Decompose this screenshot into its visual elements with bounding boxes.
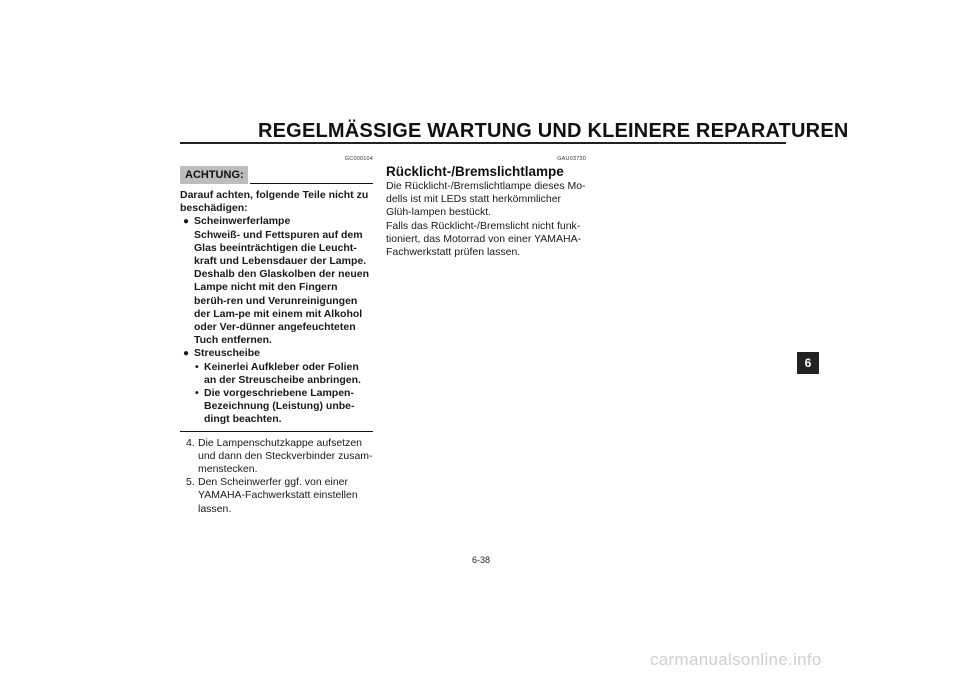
caution-item-text: Schweiß- und Fettspuren auf dem Glas beeinträchtigen die Leucht-kraft und Lebensdauer der Lampe. Deshalb den Glaskolben der neuen Lampe nicht mit den Fingern berüh-ren und Verunreinigungen der Lam-pe mit einem mit Alkohol oder Ver-dünner angefeuchteten Tuch entfernen. [194, 228, 370, 347]
chapter-tab: 6 [797, 352, 819, 374]
caution-item-title: Scheinwerferlampe [194, 215, 291, 228]
right-column [386, 156, 586, 259]
header-rule [180, 142, 786, 144]
caution-item-title: Streuscheibe [194, 347, 260, 360]
caution-subitem-wattage [180, 387, 373, 427]
caution-reference-code: GC000104 [344, 156, 373, 162]
caution-item-headlight-bulb [180, 215, 373, 347]
caution-intro: Darauf achten, folgende Teile nicht zu beschädigen: [180, 189, 369, 215]
section-paragraph: Falls das Rücklicht-/Bremslicht nicht funk-tioniert, das Motorrad von einer YAMAHA-Fachwerkstatt prüfen lassen. [386, 219, 582, 259]
page-header-title: REGELMÄSSIGE WARTUNG UND KLEINERE REPARATUREN [258, 120, 849, 142]
sub-bullet-icon: • [195, 387, 199, 400]
step-number: 5. [186, 476, 195, 489]
bullet-icon: ● [183, 348, 190, 360]
procedure-step-4 [180, 437, 373, 477]
caution-end-rule [180, 431, 373, 432]
caution-header-rule [250, 183, 373, 184]
sub-bullet-icon: • [195, 360, 199, 373]
caution-label: ACHTUNG: [180, 166, 248, 184]
page-number: 6-38 [472, 555, 491, 565]
caution-subitem-text: Die vorgeschriebene Lampen-Bezeichnung (Leistung) unbe-dingt beachten. [204, 387, 355, 426]
step-number: 4. [186, 436, 195, 449]
caution-subitem-stickers [180, 361, 373, 387]
step-text: Den Scheinwerfer ggf. von einer YAMAHA-Fachwerkstatt einstellen lassen. [198, 476, 358, 515]
section-title: Rücklicht-/Bremslichtlampe [386, 164, 564, 179]
section-reference-code: GAU03730 [557, 156, 586, 162]
step-text: Die Lampenschutzkappe aufsetzen und dann den Steckverbinder zusam-menstecken. [198, 436, 373, 476]
bullet-icon: ● [183, 216, 190, 228]
caution-header [180, 166, 373, 185]
watermark: carmanualsonline.info [650, 650, 822, 669]
left-column [180, 156, 373, 516]
procedure-step-5 [180, 476, 373, 516]
caution-subitem-text: Keinerlei Aufkleber oder Folien an der Streuscheibe anbringen. [204, 360, 361, 386]
section-paragraph: Die Rücklicht-/Bremslichtlampe dieses Mo-dells ist mit LEDs statt herkömmlicher Glüh-lampen bestückt. [386, 180, 586, 219]
caution-item-lens [180, 347, 373, 360]
